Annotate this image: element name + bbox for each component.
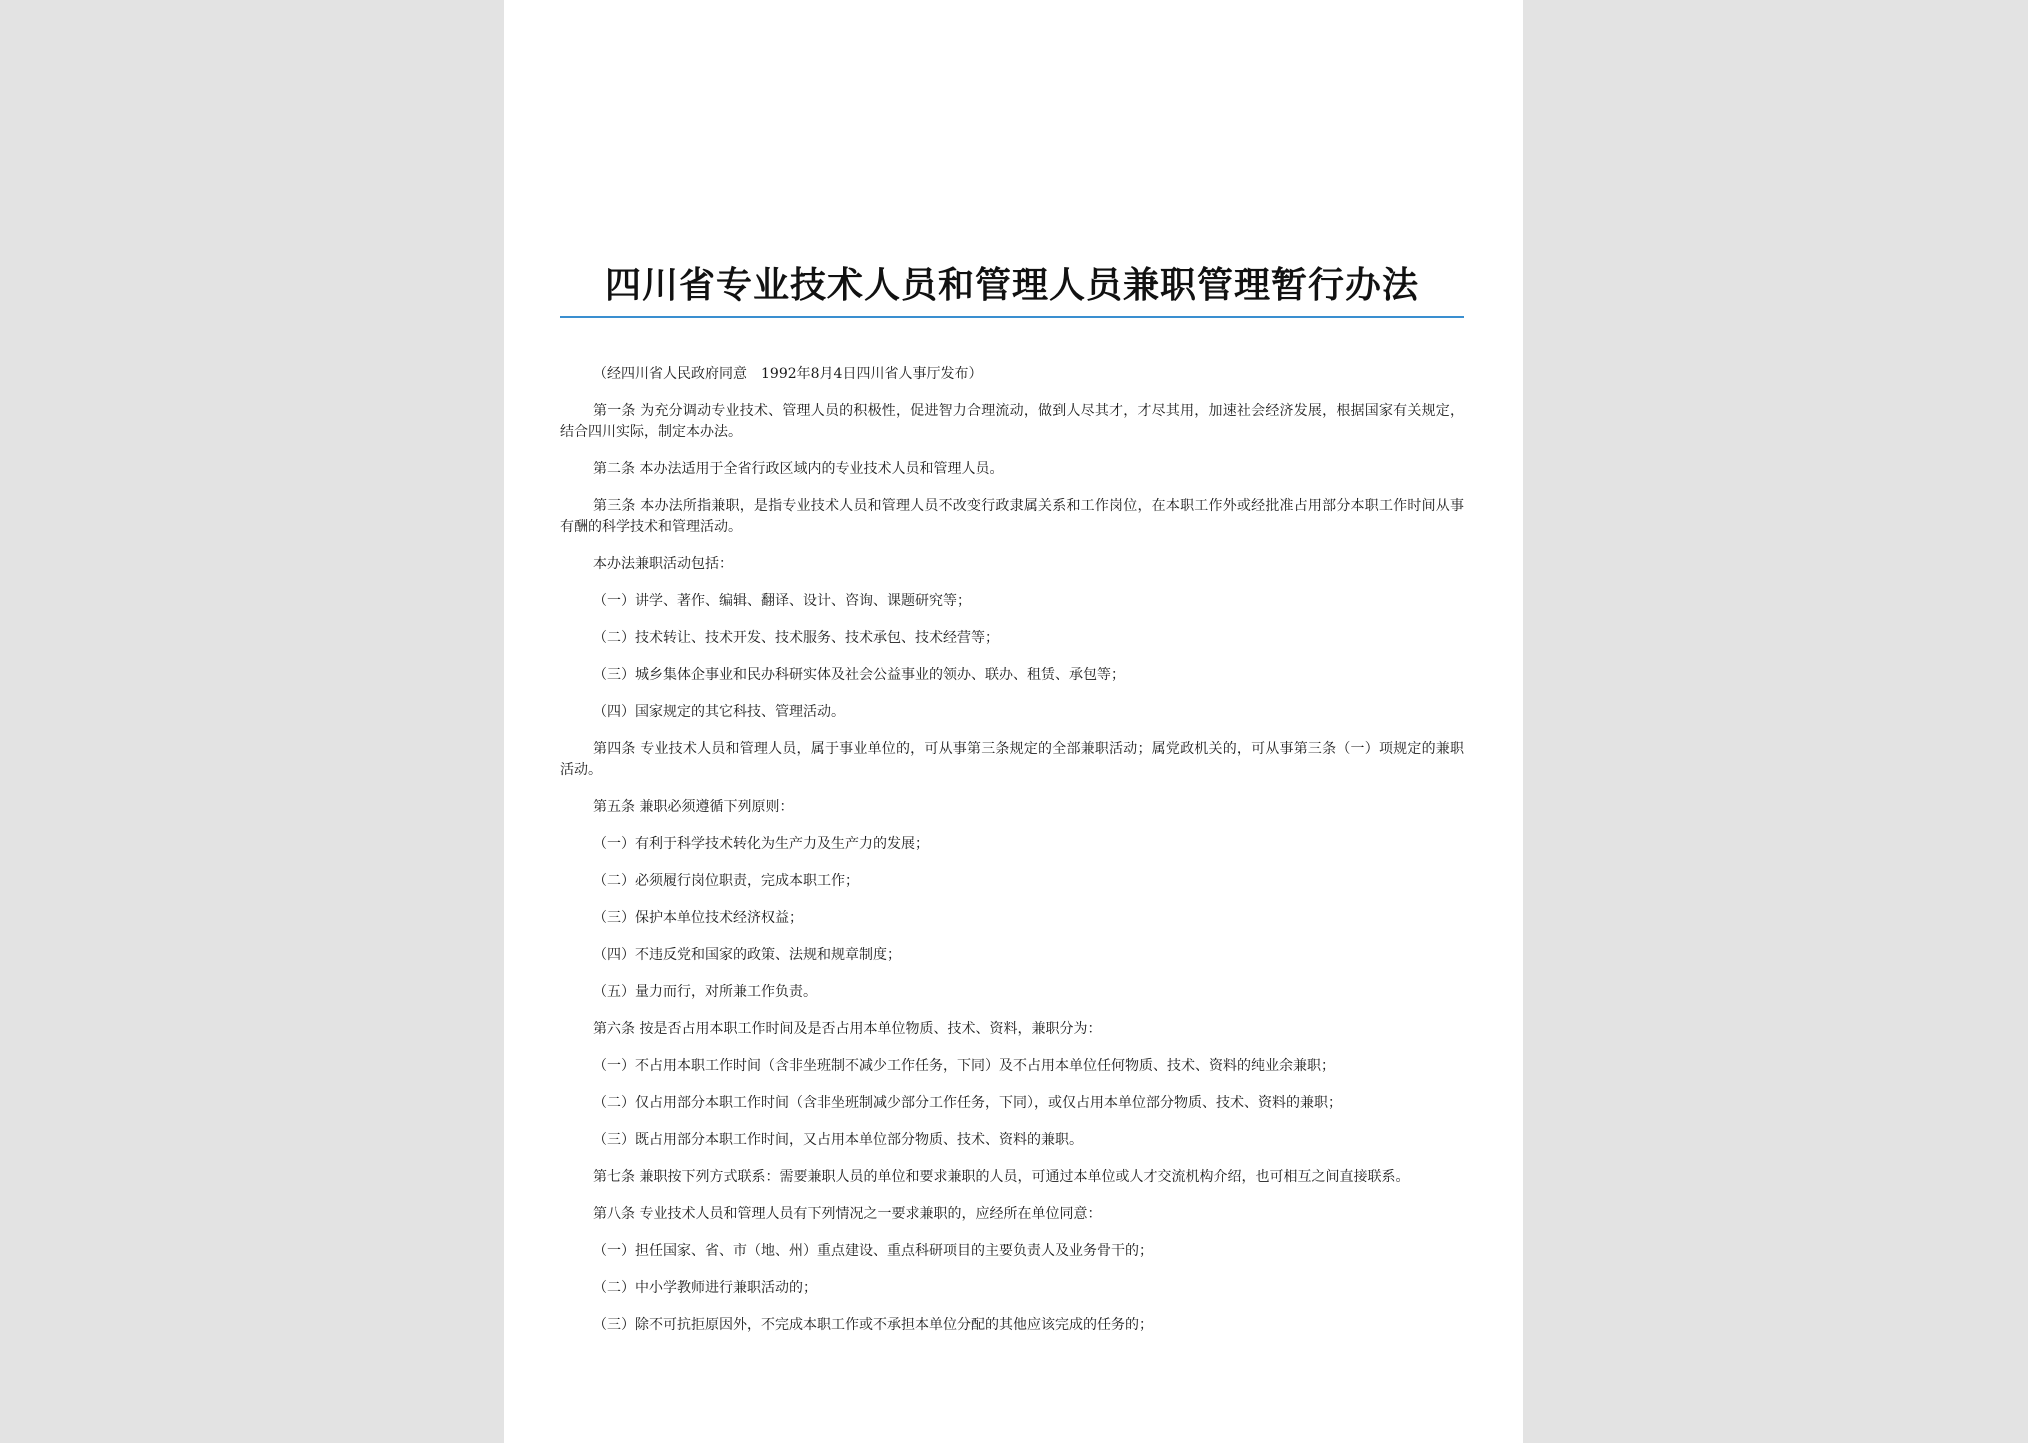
document-paragraph: 第二条 本办法适用于全省行政区域内的专业技术人员和管理人员。	[593, 461, 1004, 477]
document-paragraph: （三）保护本单位技术经济权益；	[593, 910, 803, 926]
document-paragraph: （经四川省人民政府同意 1992年8月4日四川省人事厅发布）	[593, 366, 983, 382]
document-paragraph: （一）不占用本职工作时间（含非坐班制不减少工作任务，下同）及不占用本单位任何物质、技术、资料的纯业余兼职；	[593, 1058, 1335, 1074]
document-paragraph: （二）中小学教师进行兼职活动的；	[593, 1280, 817, 1296]
document-page	[504, 0, 1523, 1443]
title-underline	[560, 316, 1464, 318]
document-paragraph: （三）城乡集体企事业和民办科研实体及社会公益事业的领办、联办、租赁、承包等；	[593, 667, 1125, 683]
document-paragraph: 本办法兼职活动包括：	[593, 556, 733, 572]
document-paragraph: 第七条 兼职按下列方式联系：需要兼职人员的单位和要求兼职的人员，可通过本单位或人才交流机构介绍，也可相互之间直接联系。	[593, 1169, 1410, 1185]
document-paragraph: （二）技术转让、技术开发、技术服务、技术承包、技术经营等；	[593, 630, 999, 646]
document-paragraph: （三）除不可抗拒原因外，不完成本职工作或不承担本单位分配的其他应该完成的任务的；	[593, 1317, 1153, 1333]
document-paragraph: （一）担任国家、省、市（地、州）重点建设、重点科研项目的主要负责人及业务骨干的；	[593, 1243, 1153, 1259]
document-paragraph: （四）国家规定的其它科技、管理活动。	[593, 704, 845, 720]
document-paragraph: （四）不违反党和国家的政策、法规和规章制度；	[593, 947, 901, 963]
document-paragraph: 第五条 兼职必须遵循下列原则：	[593, 799, 794, 815]
document-paragraph: 第四条 专业技术人员和管理人员，属于事业单位的，可从事第三条规定的全部兼职活动；属党政机关的，可从事第三条（一）项规定的兼职活动。	[560, 741, 1464, 778]
document-title: 四川省专业技术人员和管理人员兼职管理暂行办法	[604, 265, 1419, 306]
document-paragraph: （三）既占用部分本职工作时间，又占用本单位部分物质、技术、资料的兼职。	[593, 1132, 1083, 1148]
document-paragraph: 第八条 专业技术人员和管理人员有下列情况之一要求兼职的，应经所在单位同意：	[593, 1206, 1102, 1222]
document-paragraph: （二）仅占用部分本职工作时间（含非坐班制减少部分工作任务，下同），或仅占用本单位部分物质、技术、资料的兼职；	[593, 1095, 1342, 1111]
document-paragraph: 第三条 本办法所指兼职，是指专业技术人员和管理人员不改变行政隶属关系和工作岗位，在本职工作外或经批准占用部分本职工作时间从事有酬的科学技术和管理活动。	[560, 498, 1464, 535]
document-paragraph: （一）讲学、著作、编辑、翻译、设计、咨询、课题研究等；	[593, 593, 971, 609]
document-body	[560, 364, 1464, 1352]
document-paragraph: 第六条 按是否占用本职工作时间及是否占用本单位物质、技术、资料，兼职分为：	[593, 1021, 1102, 1037]
document-paragraph: （五）量力而行，对所兼工作负责。	[593, 984, 817, 1000]
document-paragraph: （一）有利于科学技术转化为生产力及生产力的发展；	[593, 836, 929, 852]
document-paragraph: （二）必须履行岗位职责，完成本职工作；	[593, 873, 859, 889]
document-paragraph: 第一条 为充分调动专业技术、管理人员的积极性，促进智力合理流动，做到人尽其才，才尽其用，加速社会经济发展，根据国家有关规定，结合四川实际，制定本办法。	[560, 403, 1464, 440]
